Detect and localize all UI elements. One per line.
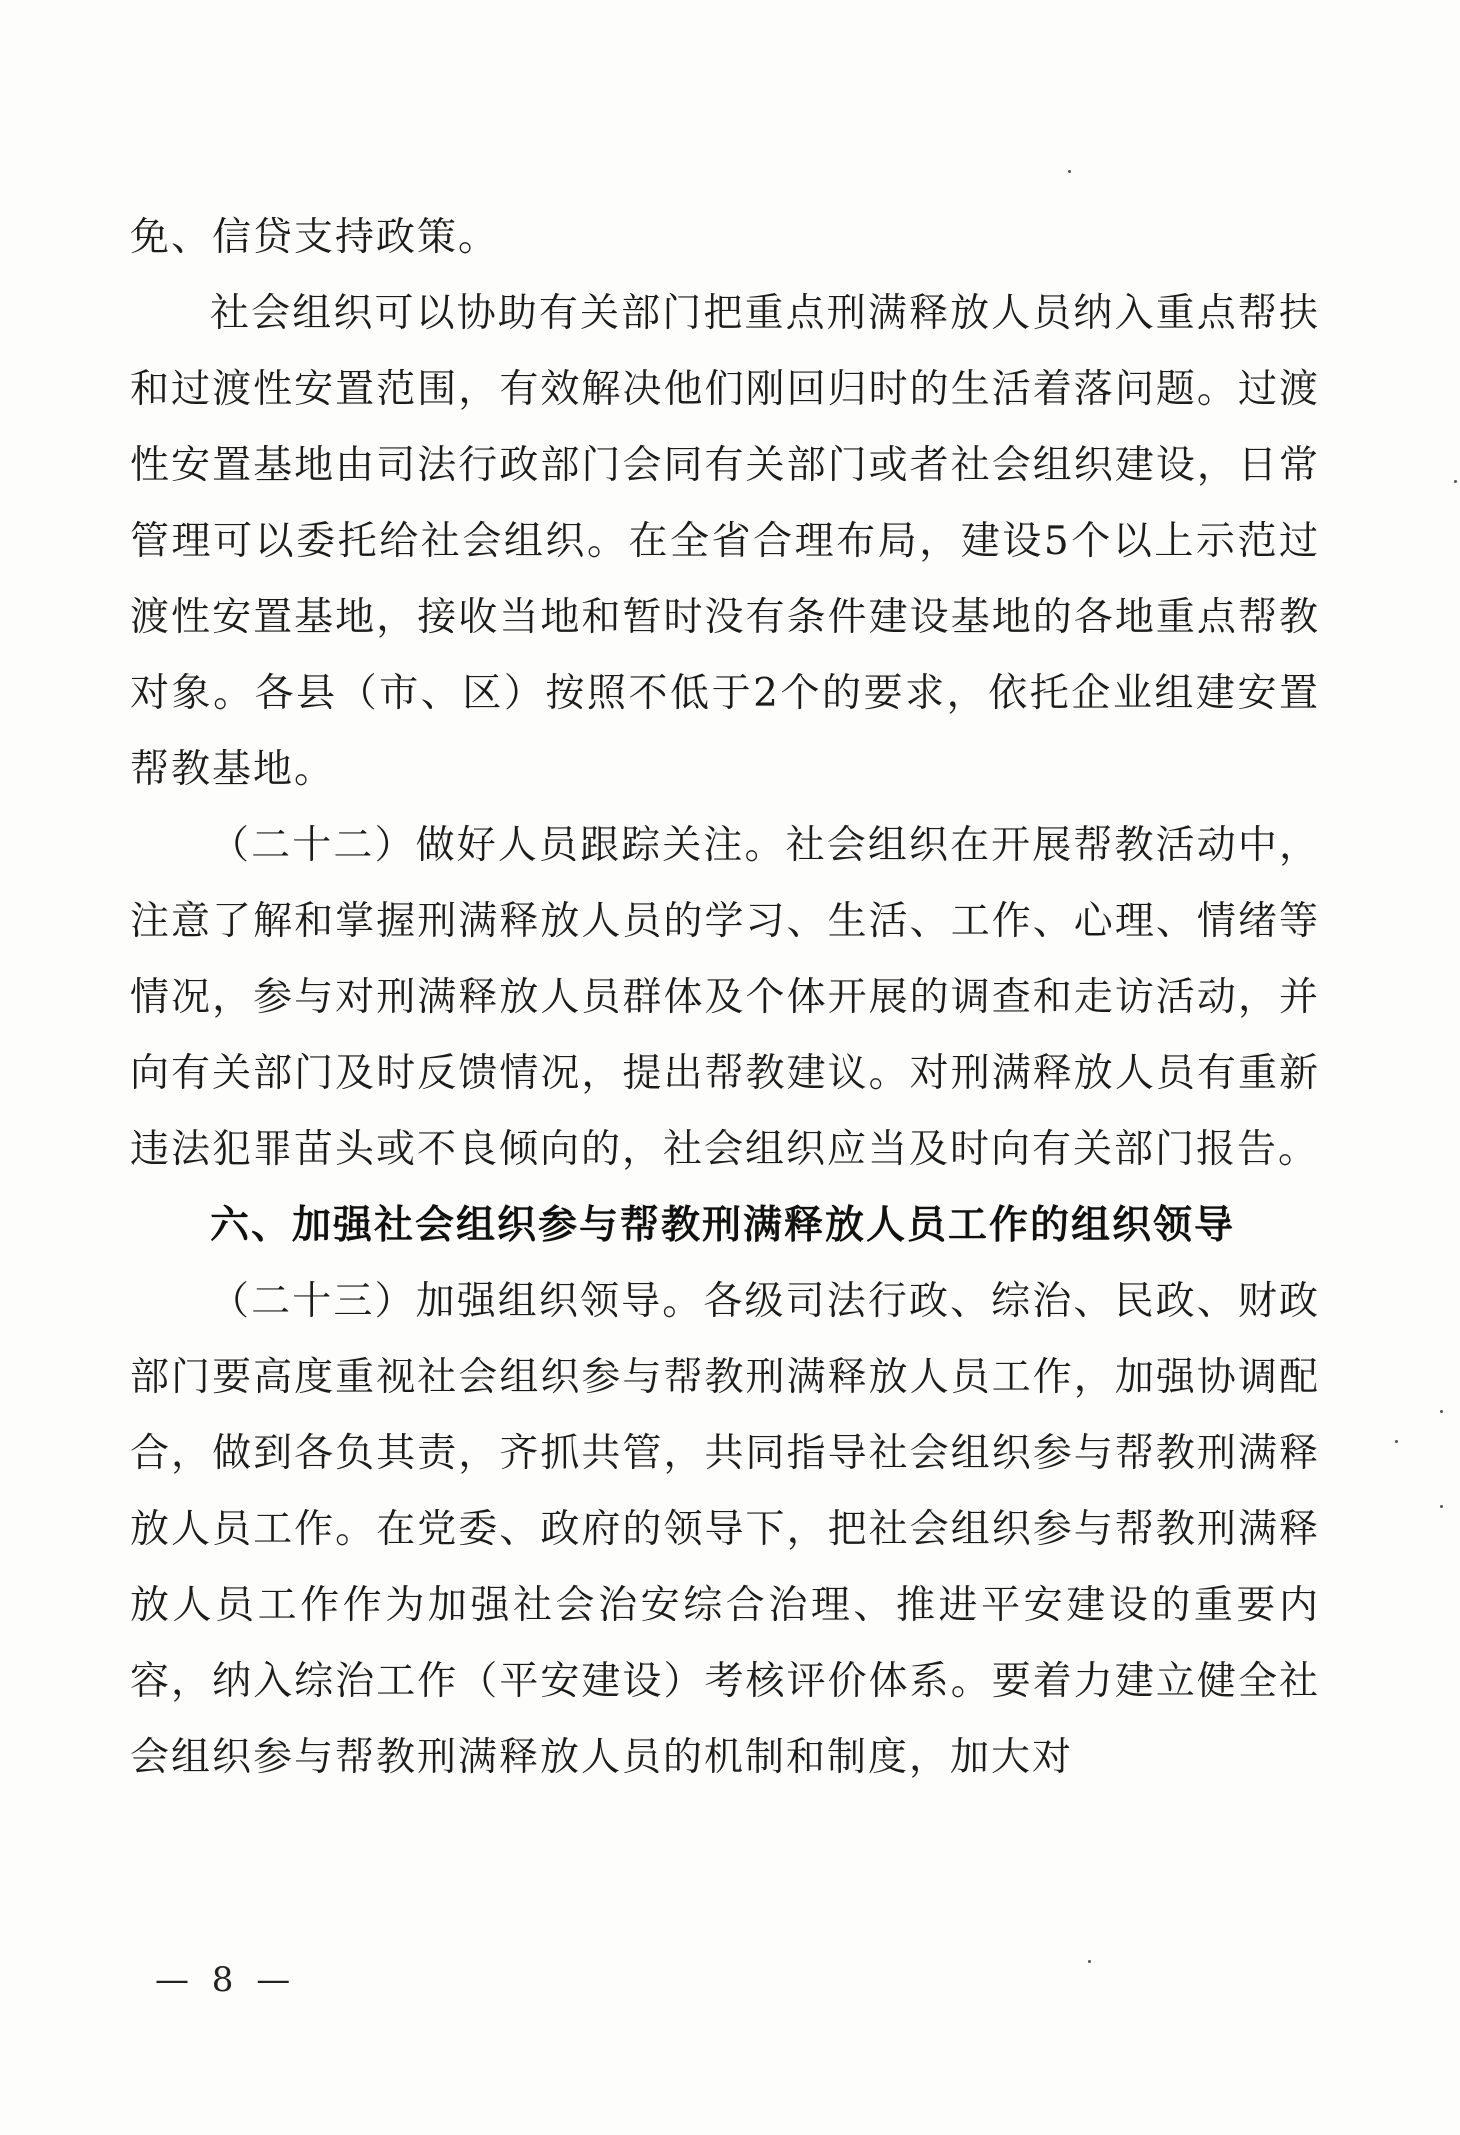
scan-speck	[1440, 1410, 1443, 1413]
page-number: — 8 —	[155, 1960, 297, 2000]
scan-speck	[1440, 1505, 1443, 1508]
paragraph-continuation: 免、信贷支持政策。	[130, 215, 500, 260]
scan-speck	[1088, 1960, 1091, 1963]
paragraph-transitional-placement: 社会组织可以协助有关部门把重点刑满释放人员纳入重点帮扶和过渡性安置范围，有效解决他们刚回归时的生活着落问题。过渡性安置基地由司法行政部门会同有关部门或者社会组织建设，日常管理可以委托给社会组织。在全省合理布局，建设5个以上示范过渡性安置基地，接收当地和暂时没有条件建设基地的各地重点帮教对象。各县（市、区）按照不低于2个的要求，依托企业组建安置帮教基地。	[130, 291, 1320, 792]
scan-speck	[1454, 480, 1457, 483]
document-body	[130, 200, 1320, 1796]
scan-speck	[1395, 1440, 1398, 1443]
scan-speck	[1068, 170, 1071, 173]
section-heading: 六、加强社会组织参与帮教刑满释放人员工作的组织领导	[210, 1203, 1236, 1248]
paragraph-personnel-tracking: （二十二）做好人员跟踪关注。社会组织在开展帮教活动中，注意了解和掌握刑满释放人员的学习、生活、工作、心理、情绪等情况，参与对刑满释放人员群体及个体开展的调查和走访活动，并向有关部门及时反馈情况，提出帮教建议。对刑满释放人员有重新违法犯罪苗头或不良倾向的，社会组织应当及时向有关部门报告。	[130, 823, 1320, 1172]
paragraph-organizational-leadership: （二十三）加强组织领导。各级司法行政、综治、民政、财政部门要高度重视社会组织参与帮教刑满释放人员工作，加强协调配合，做到各负其责，齐抓共管，共同指导社会组织参与帮教刑满释放人员工作。在党委、政府的领导下，把社会组织参与帮教刑满释放人员工作作为加强社会治安综合治理、推进平安建设的重要内容，纳入综治工作（平安建设）考核评价体系。要着力建立健全社会组织参与帮教刑满释放人员的机制和制度，加大对	[130, 1279, 1320, 1780]
